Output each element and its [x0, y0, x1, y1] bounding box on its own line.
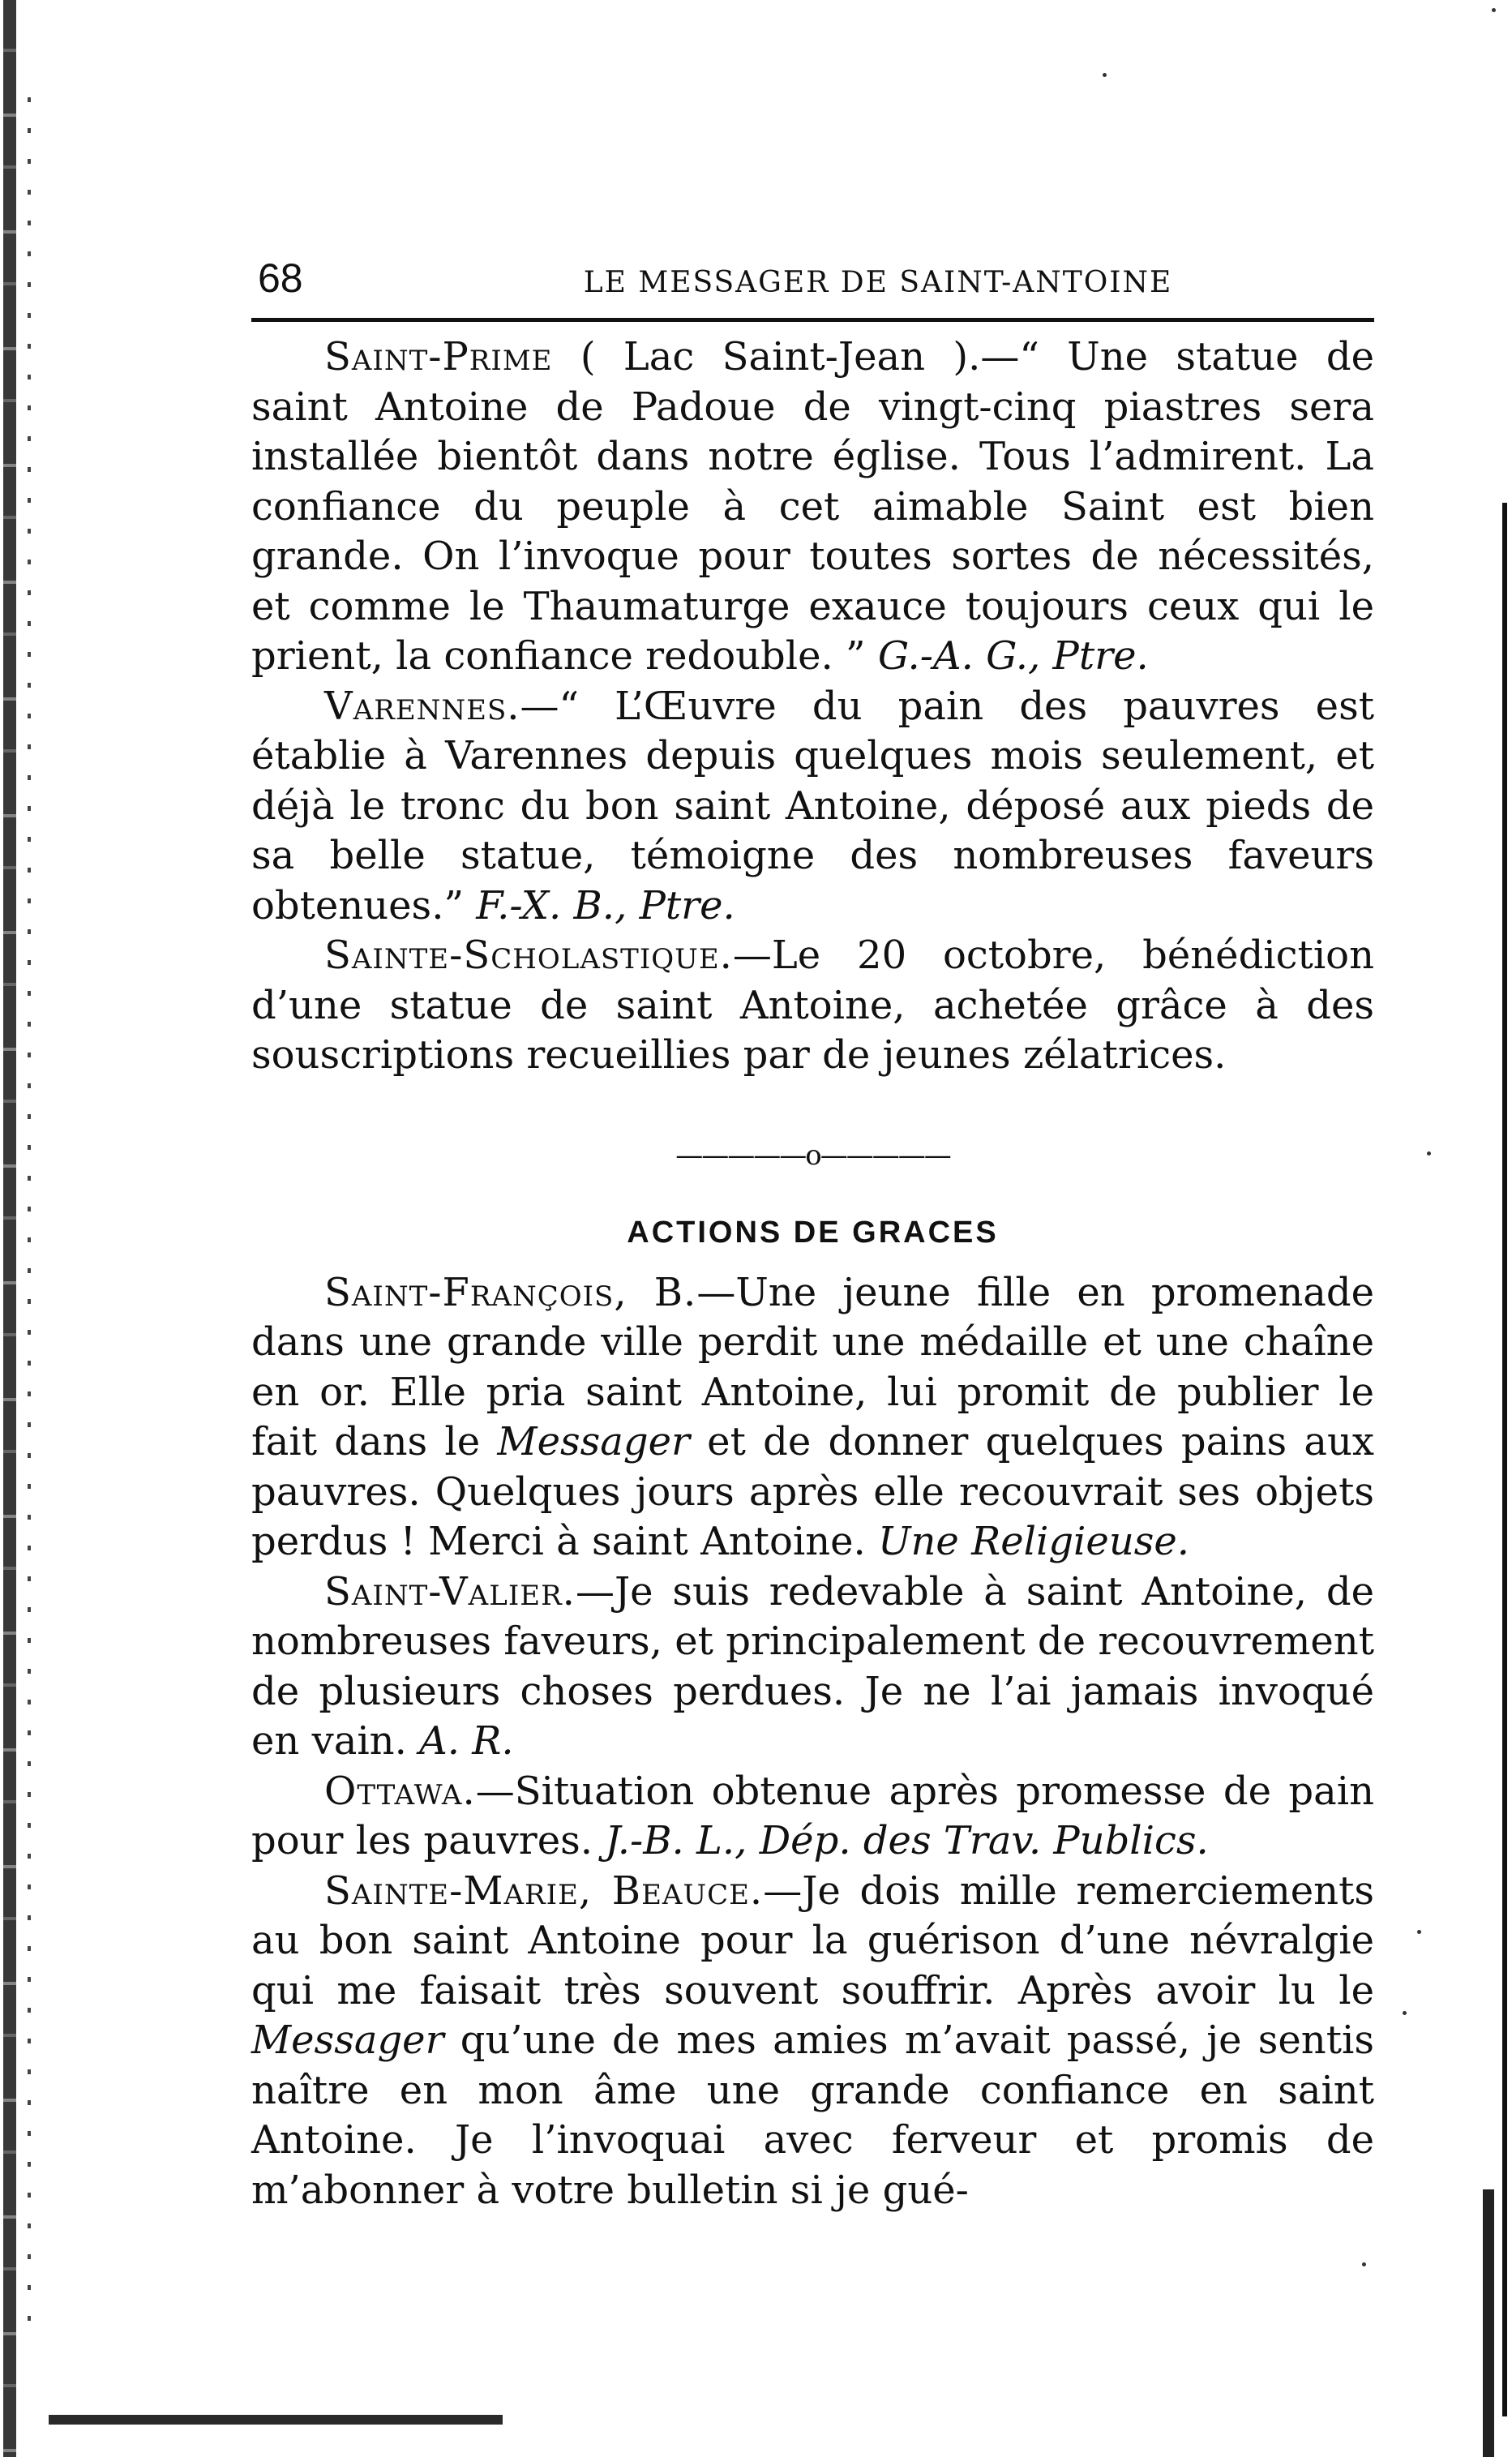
place-name: Sainte-Scholastique. — [324, 933, 733, 978]
signature: G.-A. G., Ptre. — [877, 633, 1149, 679]
speck — [1427, 1151, 1431, 1156]
right-page-edge — [1502, 503, 1507, 2416]
news-paragraph-sainte-scholastique — [251, 931, 1374, 1081]
thanks-paragraph-ottawa — [251, 1767, 1374, 1867]
place-name: Sainte-Marie, Beauce. — [324, 1867, 764, 1914]
left-binding-edge — [3, 0, 16, 2457]
header-rule — [251, 318, 1374, 322]
page-number: 68 — [258, 255, 303, 301]
place-name: Ottawa. — [324, 1768, 476, 1814]
place-name: Saint-Prime — [324, 334, 553, 379]
paragraph-text: —“ L’Œuvre du pain des pauvres est établie à Varennes depuis quelques mois seulement, et déjà le tronc du bon saint Antoine, déposé aux pieds de sa belle statue, témoigne des nombreuses faveurs obtenues.” — [251, 683, 1374, 928]
signature: Une Religieuse. — [878, 1519, 1190, 1564]
section-heading: ACTIONS DE GRACES — [627, 1216, 999, 1250]
paragraph-text: et de donner quelques pains aux pauvres. Quelques jours après elle recouvrait ses objets perdus ! Merci à saint Antoine. — [251, 1419, 1374, 1564]
paragraph-text: —Le 20 octobre, bénédiction d’une statue de saint Antoine, achetée grâce à des souscriptions recueillies par de jeunes zélatrices. — [251, 933, 1374, 1078]
speck — [1403, 2011, 1407, 2015]
news-paragraph-saint-prime — [251, 332, 1374, 682]
paragraph-text: ( Lac Saint-Jean ).—“ Une statue de saint Antoine de Padoue de vingt-cinq piastres sera installée bientôt dans notre église. Tous l’admirent. La confiance du peuple à cet aimable Saint est bien grande. On l’invoque pour toutes sortes de nécessités, et comme le Thaumaturge exauce toujours ceux qui le prient, la confiance redouble. ” — [251, 334, 1374, 679]
paragraph-text: qu’une de mes amies m’avait passé, je sentis naître en mon âme une grande confiance en saint Antoine. Je l’invoquai avec ferveur et promis de m’abonner à votre bulletin si je gué- — [251, 2017, 1374, 2213]
news-paragraph-varennes — [251, 682, 1374, 932]
left-binding-marks — [28, 97, 31, 2335]
section-divider: —————o————— — [675, 1138, 950, 1172]
signature: F.-X. B., Ptre. — [476, 882, 735, 928]
thanks-paragraph-sainte-marie — [251, 1867, 1374, 2216]
signature: A. R. — [419, 1718, 514, 1764]
signature: J.-B. L., Dép. des Trav. Publics. — [605, 1818, 1209, 1863]
thanks-paragraph-saint-valier — [251, 1567, 1374, 1767]
paragraph-text: —Je dois mille remerciements au bon saint Antoine pour la guérison d’une névralgie qui me faisait très souvent souffrir. Après avoir lu le — [251, 1867, 1374, 2013]
place-name: Varennes. — [324, 683, 520, 729]
thanks-paragraph-saint-francois — [251, 1268, 1374, 1567]
page-header — [258, 255, 1369, 307]
running-title: LE MESSAGER DE SAINT-ANTOINE — [583, 266, 1173, 299]
speck — [1492, 8, 1496, 12]
speck — [1417, 1930, 1421, 1934]
italic-title: Messager — [497, 1419, 690, 1464]
right-page-shadow — [1483, 2189, 1494, 2457]
speck — [1103, 73, 1107, 77]
speck — [1362, 2262, 1366, 2266]
paragraph-text: —Situation obtenue après promesse de pain pour les pauvres. — [251, 1768, 1374, 1863]
bottom-edge-mark — [49, 2415, 503, 2425]
place-name: Saint-François, B. — [324, 1269, 697, 1315]
paragraph-text: —Je suis redevable à saint Antoine, de nombreuses faveurs, et principalement de recouvrement de plusieurs choses perdues. Je ne l’ai jamais invoqué en vain. — [251, 1568, 1374, 1764]
paragraph-text: —Une jeune fille en promenade dans une grande ville perdit une médaille et une chaîne en or. Elle pria saint Antoine, lui promit de publier le fait dans le — [251, 1269, 1374, 1464]
italic-title: Messager — [251, 2017, 444, 2063]
article-body — [251, 332, 1374, 2215]
place-name: Saint-Valier. — [324, 1568, 576, 1614]
